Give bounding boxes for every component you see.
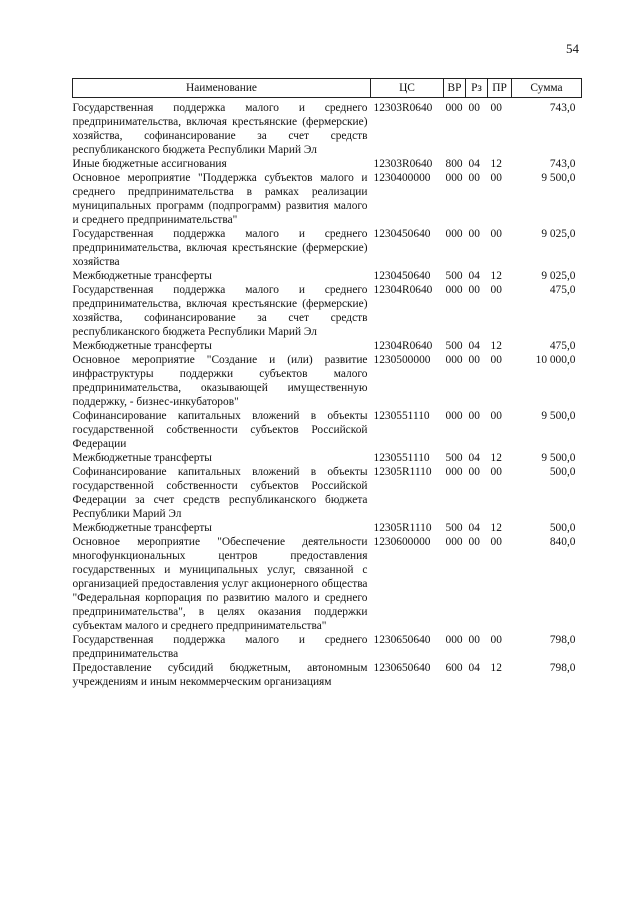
cell-sum: 10 000,0 (535, 354, 576, 366)
cell-rz: 04 (468, 522, 480, 534)
cell-name: Государственная поддержка малого и среднего предпринимательства, включая крестьянские (фермерские) хозяйства (72, 228, 368, 268)
table-row (73, 283, 582, 339)
header-pr: ПР (488, 79, 512, 98)
cell-name: Межбюджетные трансферты (72, 452, 212, 464)
table-row (73, 157, 582, 171)
cell-cs: 1230650640 (373, 662, 431, 674)
cell-cs: 12305R1110 (373, 522, 432, 534)
cell-vr: 500 (445, 452, 463, 464)
table-row (73, 465, 582, 521)
header-rz: Рз (466, 79, 488, 98)
cell-sum: 500,0 (549, 522, 576, 534)
cell-vr: 500 (445, 270, 463, 282)
cell-name: Софинансирование капитальных вложений в объекты государственной собственности субъектов Российской Федерации (72, 410, 368, 450)
cell-pr: 00 (490, 410, 502, 422)
table-row (73, 98, 582, 158)
cell-pr: 12 (490, 340, 502, 352)
cell-pr: 00 (490, 354, 502, 366)
table-row (73, 171, 582, 227)
cell-name: Межбюджетные трансферты (72, 340, 212, 352)
header-row (73, 79, 582, 98)
cell-name: Государственная поддержка малого и среднего предпринимательства, включая крестьянские (фермерские) хозяйства, софинансирование за счет средств республиканского бюджета Республики Марий Эл (72, 284, 368, 338)
header-name: Наименование (73, 79, 371, 98)
cell-vr: 500 (445, 340, 463, 352)
cell-name: Государственная поддержка малого и среднего предпринимательства (72, 634, 368, 660)
cell-vr: 600 (445, 662, 463, 674)
table-header (73, 79, 582, 98)
cell-rz: 00 (468, 228, 480, 240)
cell-sum: 743,0 (549, 158, 576, 170)
cell-rz: 00 (468, 172, 480, 184)
cell-cs: 12303R0640 (373, 158, 433, 170)
cell-sum: 743,0 (549, 102, 576, 114)
cell-rz: 00 (468, 354, 480, 366)
table-row (73, 353, 582, 409)
cell-cs: 1230450640 (373, 270, 431, 282)
cell-vr: 000 (445, 410, 463, 422)
header-vr: ВР (444, 79, 466, 98)
header-sum: Сумма (512, 79, 582, 98)
cell-cs: 1230450640 (373, 228, 431, 240)
cell-name: Основное мероприятие "Обеспечение деятельности многофункциональных центров предоставления государственных и муниципальных услуг, связанной с организацией предоставления услуг акционерного общества "Федеральная корпорация по развитию малого и среднего предпринимательства", в целях оказания поддержки субъектам малого и среднего предпринимательства" (72, 536, 368, 632)
cell-pr: 00 (490, 228, 502, 240)
cell-rz: 00 (468, 284, 480, 296)
cell-name: Основное мероприятие "Создание и (или) развитие инфраструктуры поддержки субъектов малого предпринимательства, оказывающей имущественную поддержку, - бизнес-инкубаторов" (72, 354, 368, 408)
cell-vr: 000 (445, 466, 463, 478)
cell-cs: 12304R0640 (373, 340, 433, 352)
cell-cs: 1230551110 (373, 410, 430, 422)
cell-rz: 00 (468, 634, 480, 646)
cell-name: Государственная поддержка малого и среднего предпринимательства, включая крестьянские (фермерские) хозяйства, софинансирование за счет средств республиканского бюджета Республики Марий Эл (72, 102, 368, 156)
cell-rz: 00 (468, 410, 480, 422)
cell-sum: 475,0 (549, 340, 576, 352)
budget-table (72, 78, 582, 689)
cell-name: Основное мероприятие "Поддержка субъектов малого и среднего предпринимательства в рамках реализации муниципальных программ (подпрограмм) развития малого и среднего предпринимательства" (72, 172, 368, 226)
table-row (73, 451, 582, 465)
cell-vr: 000 (445, 102, 463, 114)
cell-cs: 1230650640 (373, 634, 431, 646)
cell-pr: 00 (490, 634, 502, 646)
cell-sum: 9 500,0 (541, 410, 576, 422)
cell-pr: 12 (490, 522, 502, 534)
cell-rz: 04 (468, 340, 480, 352)
cell-sum: 798,0 (549, 662, 576, 674)
cell-sum: 9 025,0 (541, 270, 576, 282)
cell-cs: 1230551110 (373, 452, 430, 464)
cell-vr: 000 (445, 536, 463, 548)
table-row (73, 227, 582, 269)
cell-sum: 840,0 (549, 536, 576, 548)
cell-rz: 00 (468, 536, 480, 548)
cell-vr: 800 (445, 158, 463, 170)
page-number: 54 (566, 41, 579, 56)
cell-rz: 00 (468, 102, 480, 114)
cell-name: Иные бюджетные ассигнования (72, 158, 227, 170)
cell-name: Межбюджетные трансферты (72, 522, 212, 534)
cell-sum: 9 500,0 (541, 452, 576, 464)
cell-cs: 1230500000 (373, 354, 431, 366)
table-row (73, 269, 582, 283)
cell-pr: 00 (490, 466, 502, 478)
header-cs: ЦС (371, 79, 444, 98)
cell-vr: 000 (445, 284, 463, 296)
cell-name: Софинансирование капитальных вложений в объекты государственной собственности субъектов Российской Федерации за счет средств республиканского бюджета Республики Марий Эл (72, 466, 368, 520)
cell-vr: 000 (445, 634, 463, 646)
table-row (73, 661, 582, 689)
cell-vr: 000 (445, 172, 463, 184)
cell-rz: 00 (468, 466, 480, 478)
cell-sum: 9 025,0 (541, 228, 576, 240)
cell-pr: 00 (490, 102, 502, 114)
cell-rz: 04 (468, 158, 480, 170)
table-row (73, 339, 582, 353)
cell-cs: 1230600000 (373, 536, 431, 548)
table-row (73, 633, 582, 661)
cell-vr: 500 (445, 522, 463, 534)
cell-pr: 12 (490, 158, 502, 170)
cell-pr: 00 (490, 172, 502, 184)
table-row (73, 409, 582, 451)
cell-rz: 04 (468, 452, 480, 464)
cell-sum: 475,0 (549, 284, 576, 296)
cell-vr: 000 (445, 228, 463, 240)
cell-pr: 00 (490, 536, 502, 548)
cell-cs: 12305R1110 (373, 466, 432, 478)
cell-sum: 798,0 (549, 634, 576, 646)
cell-vr: 000 (445, 354, 463, 366)
cell-pr: 00 (490, 284, 502, 296)
cell-cs: 1230400000 (373, 172, 431, 184)
cell-pr: 12 (490, 270, 502, 282)
cell-sum: 9 500,0 (541, 172, 576, 184)
cell-pr: 12 (490, 452, 502, 464)
cell-pr: 12 (490, 662, 502, 674)
cell-cs: 12303R0640 (373, 102, 433, 114)
table-row (73, 521, 582, 535)
cell-name: Предоставление субсидий бюджетным, автономным учреждениям и иным некоммерческим организациям (72, 662, 368, 688)
cell-name: Межбюджетные трансферты (72, 270, 212, 282)
table-row (73, 535, 582, 633)
cell-sum: 500,0 (549, 466, 576, 478)
table-body (73, 98, 582, 690)
cell-rz: 04 (468, 662, 480, 674)
cell-rz: 04 (468, 270, 480, 282)
cell-cs: 12304R0640 (373, 284, 433, 296)
